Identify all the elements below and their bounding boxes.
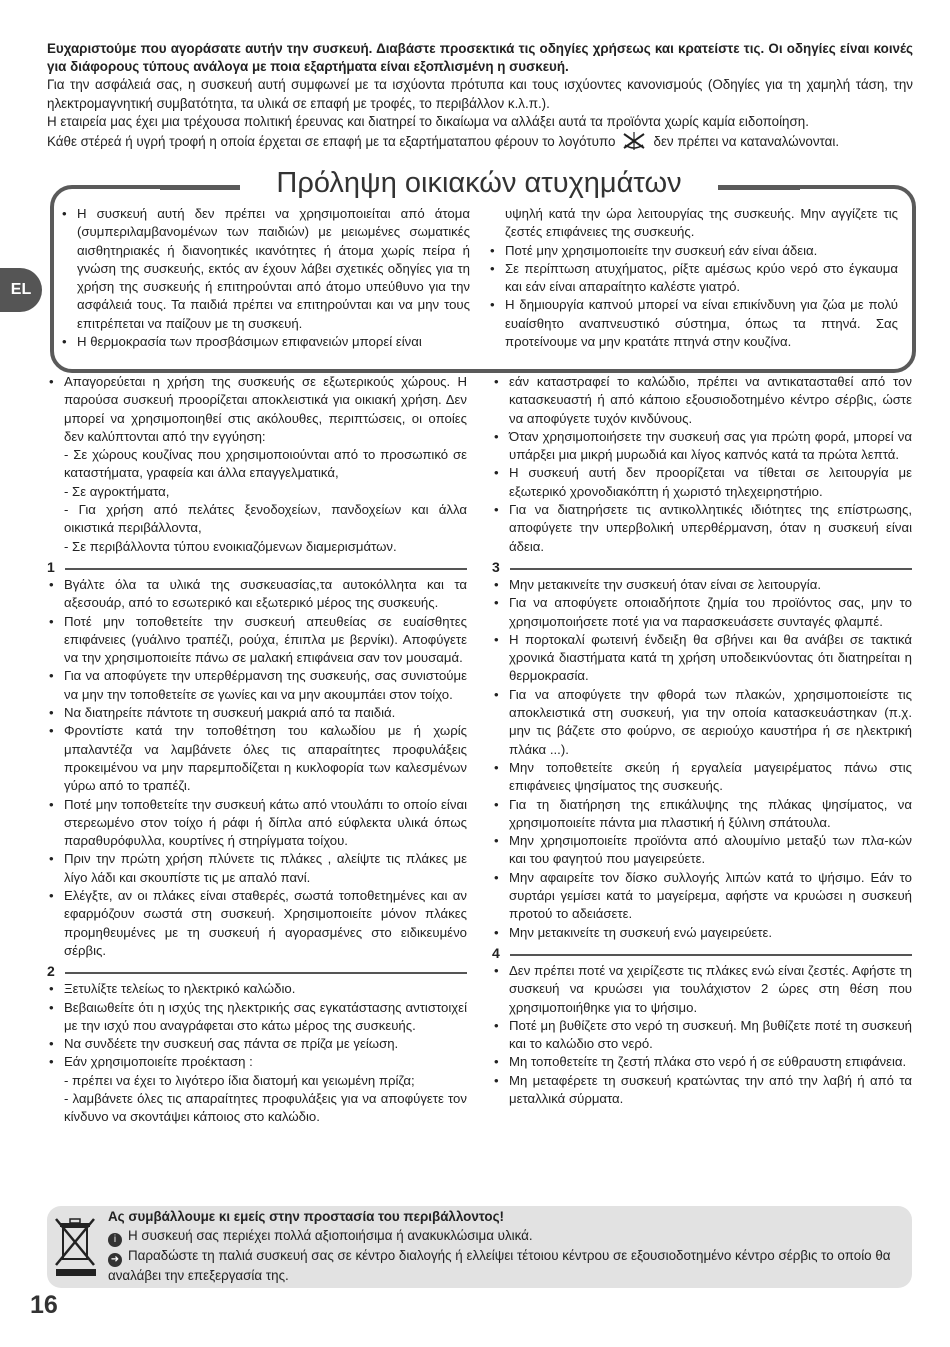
- section-rule: [65, 972, 467, 974]
- box-left-list: [60, 205, 470, 351]
- list-item: • Για να αποφύγετε την φθορά των πλακών, χρησιμοποιείστε τις αποκλειστικά στη συσκευή, για την οποία κατασκευάστηκαν (π.χ. μην τις βάζετε στο φούρνο, σε αεριούχο καυστήρα ή σε ηλεκτρική πλάκα ...).: [492, 686, 912, 759]
- environment-heading: Ας συμβάλλουμε κι εμείς στην προστασία του περιβάλλοντος!: [108, 1209, 504, 1224]
- environment-text: [108, 1208, 908, 1285]
- list-item: • Η συσκευή αυτή δεν προορίζεται να τίθεται σε λειτουργία με εξωτερικό χρονοδιακόπτη ή χωριστό τηλεχειρηστήριο.: [492, 464, 912, 501]
- box-left-item: • Η θερμοκρασία των προσβάσιμων επιφανειών μπορεί είναι: [60, 333, 470, 351]
- list-item: • Ποτέ μην τοποθετείτε την συσκευή απευθείας σε ευαίσθητες επιφάνειες (γυάλινο τραπέζι, ρούχα, έπιπλα με βερνίκι). Αποφύγετε να την χρησιμοποιείτε πάνω σε μαλακή επιφάνεια σαν τον μουσαμά.: [47, 613, 467, 668]
- list-item: • Για να αποφύγετε την υπερθέρμανση της συσκευής, σας συνιστούμε να μην την τοποθετείτε σε γωνίες και να μην ακουμπάει στον τοίχο.: [47, 667, 467, 704]
- intro-paragraph-1: Για την ασφάλειά σας, η συσκευή αυτή συμφωνεί με τα ισχύοντα πρότυπα και τους ισχύοντες κανονισμούς (Οδηγίες για τη χαμηλή τάση, την ηλεκτρομαγνητική συμβατότητα, τα υλικά σε επαφή με τροφές, το περιβάλλον κ.λ.π.).: [47, 77, 913, 111]
- sub-item: - Για χρήση από πελάτες ξενοδοχείων, πανδοχείων και άλλα οικιστικά περιβάλλοντα,: [64, 502, 467, 536]
- right-column: [492, 373, 912, 1108]
- list-item: • Η πορτοκαλί φωτεινή ένδειξη θα σβήνει και θα ανάβει σε τακτικά χρονικά διαστήματα κατά τη χρήση υποδεικνύοντας ότι διατηρείται η θερμοκρασία.: [492, 631, 912, 686]
- box-right-continuation: υψηλή κατά την ώρα λειτουργίας της συσκευής. Μην αγγίζετε τις ζεστές επιφάνειες της συσκευής.: [505, 206, 898, 240]
- language-tab: EL: [0, 268, 42, 312]
- title-rule-right: [710, 186, 800, 190]
- intro-paragraph-3: [47, 131, 913, 151]
- list-item: • Ελέγξτε, αν οι πλάκες είναι σταθερές, σωστά τοποθετημένες και αν εφαρμόζουν σωστά στη συσκευή. Χρησιμοποιείτε μόνον πλάκες προμηθευμένες με τη συσκευή ή αγορασμένες στο ειδικευμένο σέρβις.: [47, 887, 467, 960]
- section-number: 1: [47, 558, 55, 575]
- list-item: • Βεβαιωθείτε ότι η ισχύς της ηλεκτρικής σας εγκατάστασης αντιστοιχεί με την ισχύ που αναγράφεται στο κάτω μέρος της συσκευής.: [47, 999, 467, 1036]
- box-left-item: • Η συσκευή αυτή δεν πρέπει να χρησιμοποιείται από άτομα (συμπεριλαμβανομένων των παιδιών) με μειωμένες σωματικές αισθητηριακές ή διανοητικές ικανότητες ή άτομα χωρίς πείρα ή γνώση της συσκευής, εκτός αν έχουν λάβει σχετικές οδηγίες για τη χρήση της συσκευής ή επιτηρούνται από άτομο υπεύθυνο για την ασφάλειά τους. Τα παιδιά πρέπει να επιτηρούνται και να μην τους επιτρέπεται να παίζουν με τη συσκευή.: [60, 205, 470, 333]
- list-item: • Απαγορεύεται η χρήση της συσκευής σε εξωτερικούς χώρους. Η παρούσα συσκευή προορίζεται αποκλειστικά για οικιακή χρήση. Δεν μπορεί να χρησιμοποιηθεί στις ακόλουθες, περιπτώσεις, οι οποίες δεν καλύπτονται από την εγγύηση:: [47, 373, 467, 446]
- list-item: • Εάν χρησιμοποιείτε προέκταση :: [47, 1053, 467, 1071]
- section-2-header: [47, 960, 467, 980]
- intro-heading: Ευχαριστούμε που αγοράσατε αυτήν την συσκευή. Διαβάστε προσεκτικά τις οδηγίες χρήσεως και κρατείστε τις. Οι οδηγίες είναι κοινές για διάφορους τύπους ανάλογα με ποια εξαρτήματα είναι εξοπλισμένη η συσκευή.: [47, 41, 913, 75]
- list-item: • Μη τοποθετείτε τη ζεστή πλάκα στο νερό ή σε εύθραυστη επιφάνεια.: [492, 1053, 912, 1071]
- environment-line-2: [108, 1247, 908, 1286]
- list-item: • Για να διατηρήσετε τις αντικολλητικές ιδιότητες της επίστρωσης, αποφύγετε την υπερβολική υπερθέρμανση, όταν η συσκευή είναι άδεια.: [492, 501, 912, 556]
- disposal-arrow-icon: ➜: [108, 1253, 122, 1267]
- intro-paragraph-2: Η εταιρεία μας έχει μια τρέχουσα πολιτική έρευνας και διατηρεί το δικαίωμα να αλλάξει αυτά τα προϊόντα χωρίς καμία ειδοποίηση.: [47, 113, 809, 129]
- list-item: • Ποτέ μην τοποθετείτε την συσκευή κάτω από ντουλάπι το οποίο είναι στερεωμένο στον τοίχο ή ράφι ή δίπλα από εύφλεκτα υλικά όπως παραθυρόφυλλα, κουρτίνες ή στηρίγματα τοίχου.: [47, 796, 467, 851]
- section-number: 2: [47, 963, 55, 980]
- box-right-item: • Σε περίπτωση ατυχήματος, ρίξτε αμέσως κρύο νερό στο έγκαυμα και εάν είναι απαραίτητο καλέστε γιατρό.: [488, 260, 898, 297]
- environment-line-1: [108, 1227, 908, 1247]
- list-item: • Μην αφαιρείτε τον δίσκο συλλογής λιπών κατά το ψήσιμο. Εάν το συρτάρι γεμίσει κατά το μαγείρεμα, αφήστε να κρυώσει η συσκευή προτού το αδειάσετε.: [492, 869, 912, 924]
- box-right-item: • Ποτέ μην χρησιμοποιείτε την συσκευή εάν είναι άδεια.: [488, 242, 898, 260]
- sub-item: - λαμβάνετε όλες τις απαραίτητες προφυλάξεις για να αποφύγετε τον κίνδυνο να σκοντάψει κάποιος στο καλώδιο.: [64, 1090, 467, 1125]
- list-item: • Να συνδέετε την συσκευή σας πάντα σε πρίζα με γείωση.: [47, 1035, 467, 1053]
- intro-p3-start: Κάθε στέρεά ή υγρή τροφή η οποία έρχεται σε επαφή με τα εξαρτήματαπου φέρουν το λογότυπο: [47, 134, 616, 150]
- list-item: • Μην μετακινείτε την συσκευή όταν είναι σε λειτουργία.: [492, 576, 912, 594]
- box-right-item: • Η δημιουργία καπνού μπορεί να είναι επικίνδυνη για ζώα με πολύ ευαίσθητο αναπνευστικό σύστημα, όπως τα πτηνά. Σας προτείνουμε να μην κρατάτε πτηνά στην κουζίνα.: [488, 296, 898, 351]
- list-item: • Για να αποφύγετε οποιαδήποτε ζημία του προϊόντος σας, μην το χρησιμοποιήσετε ποτέ για να παρασκευάσετε συνταγές φλαμπέ.: [492, 594, 912, 631]
- sub-item: - Σε αγροκτήματα,: [64, 483, 170, 499]
- intro-text: [47, 40, 913, 151]
- list-item: • Πριν την πρώτη χρήση πλύνετε τις πλάκες , αλείψτε τις πλάκες με λίγο λάδι και σκουπίστε τις με απαλό πανί.: [47, 850, 467, 887]
- section-rule: [510, 954, 912, 956]
- list-item: • Μην τοποθετείτε σκεύη ή εργαλεία μαγειρέματος πάνω στις επιφάνειες ψησίματος της συσκευής.: [492, 759, 912, 796]
- box-title: Πρόληψη οικιακών ατυχημάτων: [240, 163, 718, 203]
- section-1-header: [47, 556, 467, 576]
- list-item: • Για τη διατήρηση της επικάλυψης της πλάκας ψησίματος, να χρησιμοποιείτε πάντα μια πλαστική ή ξύλινη σπάτουλα.: [492, 796, 912, 833]
- list-item: • Να διατηρείτε πάντοτε τη συσκευή μακριά από τα παιδιά.: [47, 704, 467, 722]
- list-item: • Μη μεταφέρετε τη συσκευή κρατώντας την από την λαβή ή από τα μεταλλικά σύρματα.: [492, 1072, 912, 1109]
- list-item: • Μην χρησιμοποιείτε προϊόντα από αλουμίνιο μεταξύ των πλα-κών και του φαγητού που μαγειρεύετε.: [492, 832, 912, 869]
- list-item: • Μην μετακινείτε τη συσκευή ενώ μαγειρεύετε.: [492, 924, 912, 942]
- page-number: 16: [30, 1291, 58, 1319]
- title-rule-left: [160, 186, 250, 190]
- no-food-contact-icon: [621, 131, 647, 151]
- intro-p3-end: δεν πρέπει να καταναλώνονται.: [653, 134, 840, 150]
- section-rule: [65, 568, 467, 570]
- list-item: • Δεν πρέπει ποτέ να χειρίζεστε τις πλάκες ενώ είναι ζεστές. Αφήστε τη συσκευή να κρυώσει για τουλάχιστον 2 ώρες στη θέση που χρησιμοποιήθηκε για το ψήσιμο.: [492, 962, 912, 1017]
- environment-line-2-text: Παραδώστε τη παλιά συσκευή σας σε κέντρο διαλογής ή ελλείψει τέτοιου κέντρου σε εξουσιοδοτημένο κέντρο σέρβις το οποίο θα αναλάβει την επεξεργασία της.: [108, 1247, 891, 1283]
- list-item: • Βγάλτε όλα τα υλικά της συσκευασίας,τα αυτοκόλλητα και τα αξεσουάρ, από το εσωτερικό και εξωτερικό μέρος της συσκευής.: [47, 576, 467, 613]
- list-item: • Φροντίστε κατά την τοποθέτηση του καλωδίου με ή χωρίς μπαλαντέζα να λαμβάνετε όλες τις απαραίτητες προφυλάξεις προκειμένου να μην παρεμποδίζεται η κυκλοφορία των καλεσμένων γύρω από το τραπέζι.: [47, 722, 467, 795]
- section-4-header: [492, 942, 912, 962]
- list-item: • εάν καταστραφεί το καλώδιο, πρέπει να αντικατασταθεί από τον κατασκευαστή ή από κάποιο εξουσιοδοτημένο κέντρο σέρβις, ώστε να αποφύγετε τυχόν κινδύνους.: [492, 373, 912, 428]
- crossed-bin-icon: [54, 1215, 98, 1277]
- environment-line-1-text: Η συσκευή σας περιέχει πολλά αξιοποιήσιμα ή ανακυκλώσιμα υλικά.: [128, 1227, 533, 1243]
- section-3-header: [492, 556, 912, 576]
- list-item: • Ποτέ μη βυθίζετε στο νερό τη συσκευή. Μη βυθίζετε ποτέ τη συσκευή και το καλώδιο στο νερό.: [492, 1017, 912, 1054]
- sub-item: - Σε χώρους κουζίνας που χρησιμοποιούνται από το προσωπικό σε καταστήματα, γραφεία και άλλα επαγγελματικά,: [64, 447, 467, 481]
- left-column: [47, 373, 467, 1127]
- sub-item: - πρέπει να έχει το λιγότερο ίδια διατομή και γειωμένη πρίζα;: [64, 1072, 415, 1088]
- list-item: • Όταν χρησιμοποιήσετε την συσκευή σας για πρώτη φορά, μπορεί να υπάρξει μια μικρή μυρωδιά και λίγος καπνός κατά τα πρώτα λεπτά.: [492, 428, 912, 465]
- recyclable-info-icon: i: [108, 1233, 122, 1247]
- box-right-list: [488, 205, 898, 351]
- section-number: 4: [492, 944, 500, 961]
- list-item: • Ξετυλίξτε τελείως το ηλεκτρικό καλώδιο.: [47, 980, 467, 998]
- section-number: 3: [492, 558, 500, 575]
- sub-item: - Σε περιβάλλοντα τύπου ενοικιαζόμενων διαμερισμάτων.: [64, 538, 397, 554]
- section-rule: [510, 568, 912, 570]
